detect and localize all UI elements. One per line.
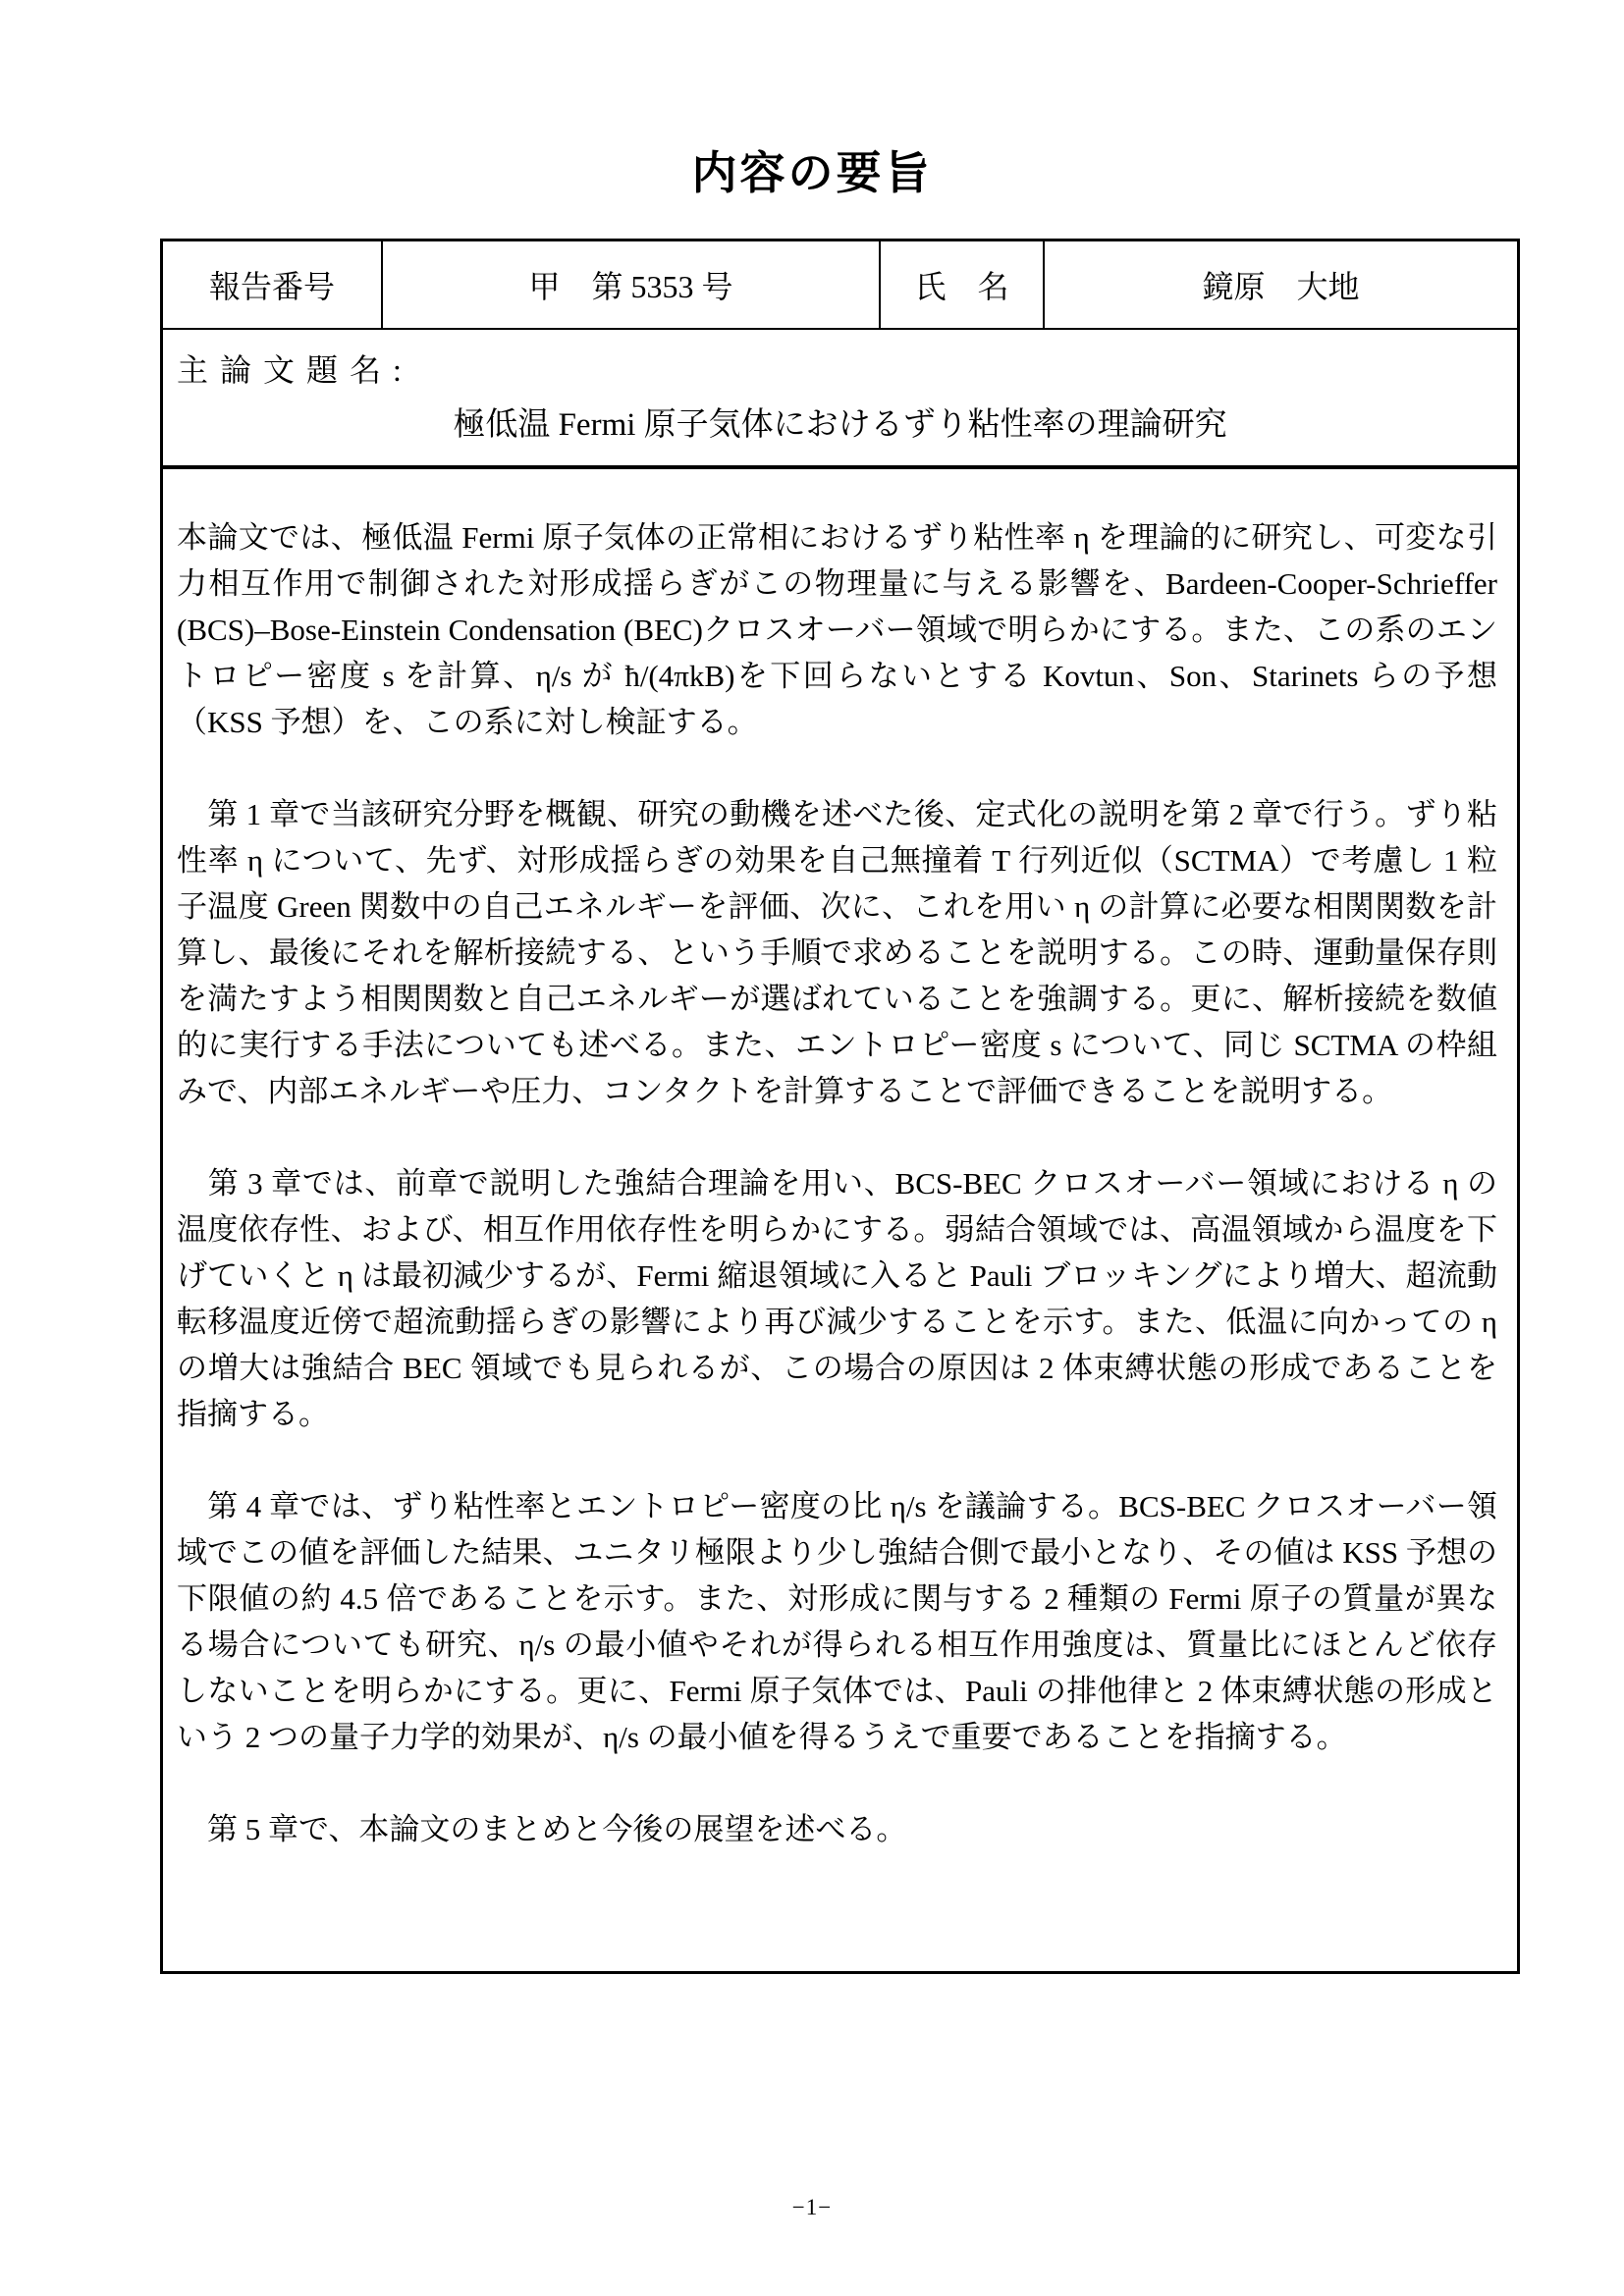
abstract-paragraph: 第 5 章で、本論文のまとめと今後の展望を述べる。	[177, 1812, 907, 1846]
thesis-title: 極低温 Fermi 原子気体におけるずり粘性率の理論研究	[453, 407, 1227, 443]
abstract-form-table	[160, 239, 1520, 1974]
header-row	[162, 240, 1519, 330]
thesis-title-cell	[162, 329, 1519, 467]
name-value: 鏡原 大地	[1044, 240, 1519, 330]
abstract-paragraph: 本論文では、極低温 Fermi 原子気体の正常相におけるずり粘性率 η を理論的に研究し、可変な引力相互作用で制御された対形成揺らぎがこの物理量に与える影響を、Bardeen-Cooper-Schrieffer (BCS)–Bose-Einstein Condensation (BEC)クロスオーバー領域で明らかにする。また、この系のエントロピー密度 s を計算、η/s が ħ/(4πkB)を下回らないとする Kovtun、Son、Starinets らの予想（KSS 予想）を、この系に対し検証する。	[177, 520, 1497, 739]
abstract-paragraph: 第 3 章では、前章で説明した強結合理論を用い、BCS-BEC クロスオーバー領域における η の温度依存性、および、相互作用依存性を明らかにする。弱結合領域では、高温領域から温度を下げていくと η は最初減少するが、Fermi 縮退領域に入ると Pauli ブロッキングにより増大、超流動転移温度近傍で超流動揺らぎの影響により再び減少することを示す。また、低温に向かっての η の増大は強結合 BEC 領域でも見られるが、この場合の原因は 2 体束縛状態の形成であることを指摘する。	[177, 1166, 1497, 1431]
abstract-paragraph: 第 1 章で当該研究分野を概観、研究の動機を述べた後、定式化の説明を第 2 章で行う。ずり粘性率 η について、先ず、対形成揺らぎの効果を自己無撞着 T 行列近似（SCTMA）で考慮し 1 粒子温度 Green 関数中の自己エネルギーを評価、次に、これを用い η の計算に必要な相関関数を計算し、最後にそれを解析接続する、という手順で求めることを説明する。この時、運動量保存則を満たすよう相関関数と自己エネルギーが選ばれていることを強調する。更に、解析接続を数値的に実行する手法についても述べる。また、エントロピー密度 s について、同じ SCTMA の枠組みで、内部エネルギーや圧力、コンタクトを計算することで評価できることを説明する。	[177, 797, 1497, 1108]
abstract-paragraph: 第 4 章では、ずり粘性率とエントロピー密度の比 η/s を議論する。BCS-BEC クロスオーバー領域でこの値を評価した結果、ユニタリ極限より少し強結合側で最小となり、その値は KSS 予想の下限値の約 4.5 倍であることを示す。また、対形成に関与する 2 種類の Fermi 原子の質量が異なる場合についても研究、η/s の最小値やそれが得られる相互作用強度は、質量比にほとんど依存しないことを明らかにする。更に、Fermi 原子気体では、Pauli の排他律と 2 体束縛状態の形成という 2 つの量子力学的効果が、η/s の最小値を得るうえで重要であることを指摘する。	[177, 1489, 1497, 1754]
name-label: 氏 名	[880, 240, 1044, 330]
abstract-body	[162, 467, 1519, 1973]
thesis-title-label: 主 論 文 題 名 :	[177, 352, 404, 388]
document-title: 内容の要旨	[691, 148, 933, 198]
thesis-title-row	[162, 329, 1519, 467]
report-number-label: 報告番号	[162, 240, 383, 330]
abstract-body-row	[162, 467, 1519, 1973]
report-number-value: 甲 第 5353 号	[382, 240, 880, 330]
page-number: −1−	[791, 2195, 833, 2219]
